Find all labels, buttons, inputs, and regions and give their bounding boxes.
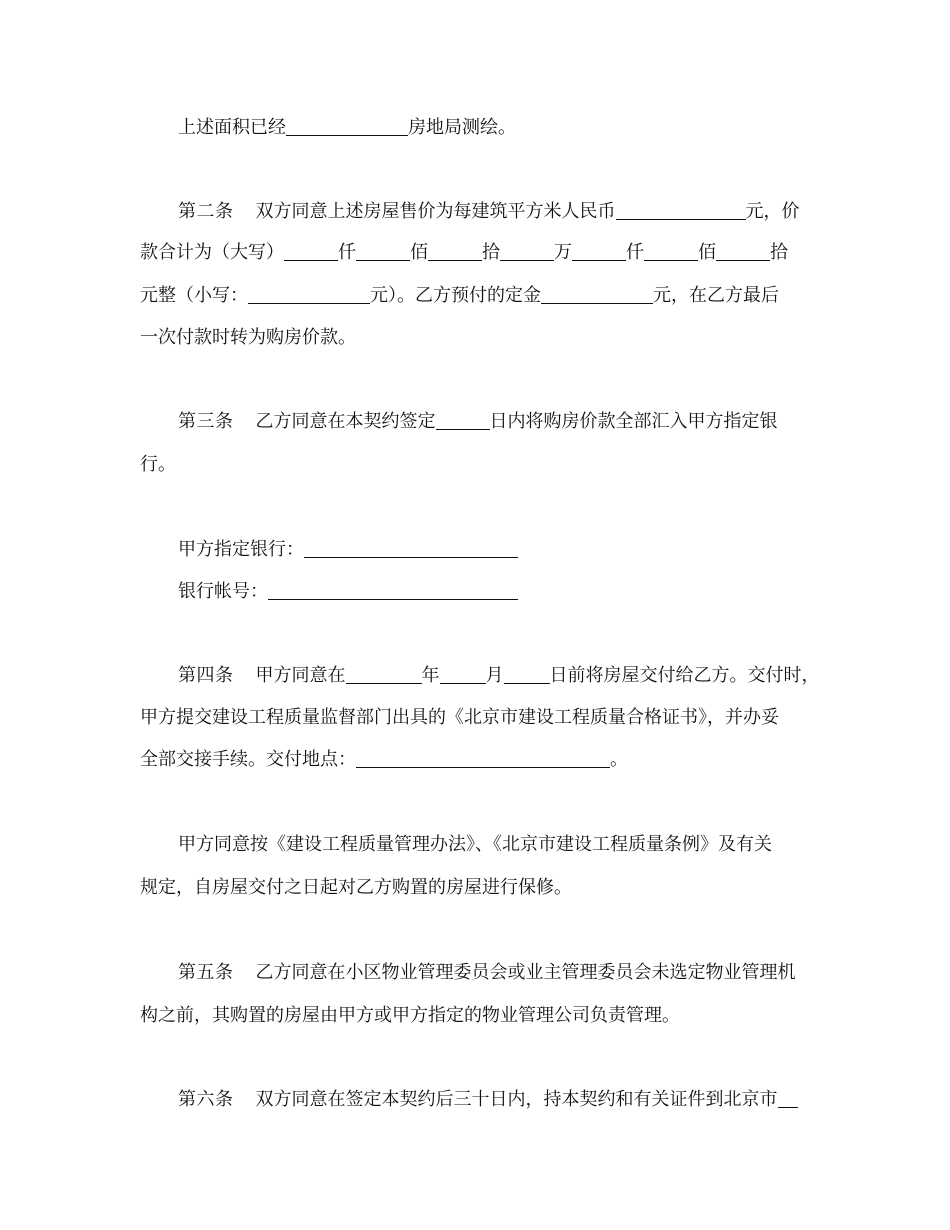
article-3-text-1: 乙方同意在本契约签定 [255, 411, 436, 432]
delivery-day-blank[interactable] [504, 665, 550, 684]
warranty-line-1 [178, 833, 772, 857]
amount-figures-blank[interactable] [248, 285, 370, 304]
article-4-month: 月 [485, 665, 504, 686]
amount-shi-wan-blank[interactable] [428, 242, 482, 261]
article-3-line-1 [178, 410, 778, 434]
article-2-label: 第二条 [178, 201, 234, 222]
unit-qian-2: 仟 [626, 242, 644, 263]
bank-label: 甲方指定银行： [178, 539, 304, 560]
article-4-text-4: 全部交接手续。交付地点： [140, 749, 356, 770]
payment-days-blank[interactable] [436, 411, 490, 430]
amount-shi-blank[interactable] [716, 242, 770, 261]
unit-bai-1: 佰 [410, 242, 428, 263]
unit-qian-1: 仟 [338, 242, 356, 263]
survey-line [178, 116, 516, 140]
article-2-text-2: 元，价 [745, 201, 800, 222]
account-number-blank[interactable] [268, 581, 518, 600]
survey-text-before: 上述面积已经 [178, 117, 286, 138]
article-2-text-5: 元）。乙方预付的定金 [370, 285, 541, 306]
article-4-label: 第四条 [178, 665, 234, 686]
article-2-line-4 [140, 326, 356, 350]
bank-line [178, 538, 518, 562]
article-2-line-2 [140, 241, 788, 265]
article-2-line-1 [178, 200, 800, 224]
unit-wan: 万 [554, 242, 572, 263]
delivery-place-blank[interactable] [356, 749, 610, 768]
article-5-text-2: 构之前，其购置的房屋由甲方或甲方指定的物业管理公司负责管理。 [140, 1005, 680, 1026]
unit-shi-2: 拾 [770, 242, 788, 263]
article-4-text-5: 。 [610, 749, 628, 770]
account-label: 银行帐号： [178, 581, 268, 602]
warranty-text-1: 甲方同意按《建设工程质量管理办法》、《北京市建设工程质量条例》及有关 [178, 834, 772, 855]
unit-price-blank[interactable] [616, 201, 746, 220]
article-4-line-2 [140, 706, 779, 730]
article-5-line-1 [178, 961, 796, 985]
article-6-label: 第六条 [178, 1089, 234, 1110]
article-6-text-1: 双方同意在签定本契约后三十日内，持本契约和有关证件到北京市 [255, 1089, 778, 1110]
article-3-text-2: 日内将购房价款全部汇入甲方指定银 [489, 411, 778, 432]
article-2-line-3 [140, 284, 779, 308]
warranty-text-2: 规定，自房屋交付之日起对乙方购置的房屋进行保修。 [140, 877, 572, 898]
amount-bai-wan-blank[interactable] [356, 242, 410, 261]
article-3-line-2 [140, 453, 176, 477]
amount-wan-blank[interactable] [500, 242, 554, 261]
amount-bai-blank[interactable] [644, 242, 698, 261]
unit-bai-2: 佰 [698, 242, 716, 263]
article-4-year: 年 [421, 665, 440, 686]
article-2-text-1: 双方同意上述房屋售价为每建筑平方米人民币 [255, 201, 616, 222]
article-3-label: 第三条 [178, 411, 234, 432]
article-4-text-1: 甲方同意在 [255, 665, 346, 686]
article-2-text-7: 一次付款时转为购房价款。 [140, 327, 356, 348]
article-2-text-6: 元，在乙方最后 [653, 285, 779, 306]
article-4-text-2: 日前将房屋交付给乙方。交付时， [549, 665, 820, 686]
deposit-blank[interactable] [541, 285, 653, 304]
article-2-text-4: 元整（小写： [140, 285, 248, 306]
survey-text-after: 房地局测绘。 [408, 117, 516, 138]
article-5-line-2 [140, 1004, 680, 1028]
article-2-text-3: 款合计为（大写） [140, 242, 284, 263]
article-5-label: 第五条 [178, 962, 234, 983]
warranty-line-2 [140, 876, 572, 900]
article-4-text-3: 甲方提交建设工程质量监督部门出具的《北京市建设工程质量合格证书》，并办妥 [140, 707, 779, 728]
article-4-line-1 [178, 664, 820, 688]
article-4-line-3 [140, 748, 628, 772]
article-6-line-1 [178, 1088, 798, 1112]
article-3-text-3: 行。 [140, 454, 176, 475]
amount-qian-wan-blank[interactable] [284, 242, 338, 261]
delivery-month-blank[interactable] [440, 665, 486, 684]
article-5-text-1: 乙方同意在小区物业管理委员会或业主管理委员会未选定物业管理机 [255, 962, 796, 983]
account-line [178, 580, 518, 604]
delivery-year-blank[interactable] [346, 665, 422, 684]
amount-qian-blank[interactable] [572, 242, 626, 261]
survey-authority-blank[interactable] [286, 117, 408, 136]
bank-name-blank[interactable] [304, 539, 518, 558]
unit-shi-1: 拾 [482, 242, 500, 263]
registration-office-blank[interactable] [778, 1089, 798, 1108]
